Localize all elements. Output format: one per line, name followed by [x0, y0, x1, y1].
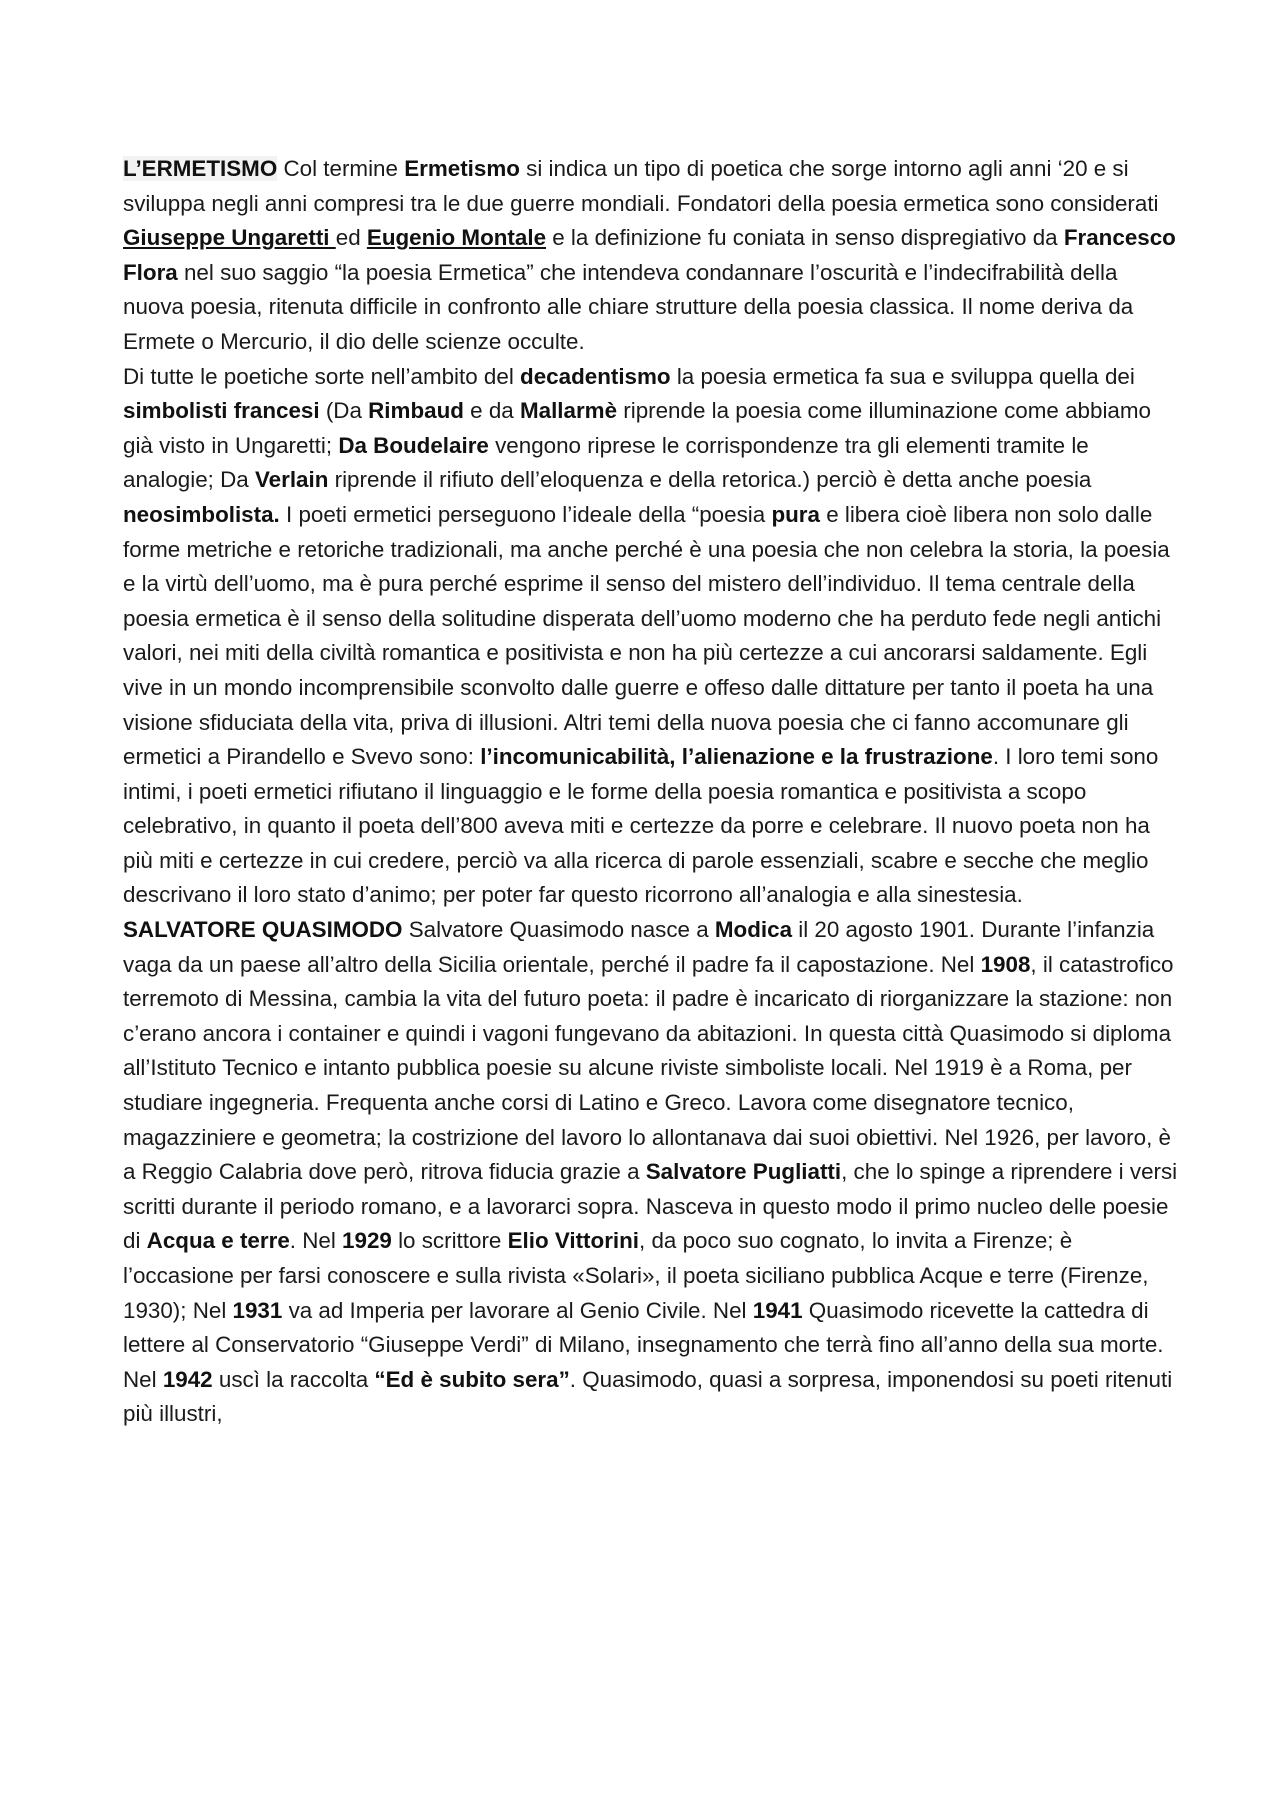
- text-run: Quasimodo ricevette la cattedra di lettere al Conservatorio “Giuseppe Verdi” di Milano, insegnamento che terrà fino all’anno della sua morte. Nel: [123, 1297, 1164, 1392]
- text-run: il 20 agosto 1901. Durante l’infanzia vaga da un paese all’altro della Sicilia orientale, perché il padre fa il capostazione. Nel: [123, 917, 1155, 977]
- bold-term: l’incomunicabilità, l’alienazione e la frustrazione: [480, 744, 993, 770]
- text-run: Salvatore Quasimodo nasce a: [402, 917, 715, 943]
- text-run: riprende la poesia come illuminazione come abbiamo già visto in Ungaretti;: [123, 398, 1151, 458]
- text-run: e da: [463, 398, 520, 424]
- text-run: e la definizione fu coniata in senso dispregiativo da: [546, 225, 1064, 251]
- text-run: ed: [335, 225, 367, 251]
- text-run: va ad Imperia per lavorare al Genio Civile. Nel: [282, 1297, 753, 1323]
- text-run: , che lo spinge a riprendere i versi scritti durante il periodo romano, e a lavorarci sopra. Nasceva in questo modo il primo nucleo delle poesie di: [123, 1159, 1178, 1254]
- text-run: nel suo saggio “la poesia Ermetica” che intendeva condannare l’oscurità e l’indecifrabilità della nuova poesia, ritenuta difficile in confronto alle chiare strutture della poesia classica. Il nome deriva da Ermete o Mercurio, il dio delle scienze occulte.: [123, 259, 1134, 354]
- text-run: . Nel: [289, 1228, 343, 1254]
- bold-term: Francesco Flora: [123, 225, 1176, 285]
- document-page: [123, 152, 1183, 1432]
- text-run: (Da: [319, 398, 369, 424]
- bold-term: neosimbolista.: [123, 501, 280, 527]
- bold-term: pura: [771, 501, 820, 527]
- text-run: e libera cioè libera non solo dalle forme metriche e retoriche tradizionali, ma anche perché è una poesia che non celebra la storia, la poesia e la virtù dell’uomo, ma è pura perché esprime il senso del mistero dell’individuo. Il tema centrale della poesia ermetica è il senso della solitudine disperata dell’uomo moderno che ha perduto fede negli antichi valori, nei miti della civiltà romantica e positivista e non ha più certezze a cui ancorarsi saldamente. Egli vive in un mondo incomprensibile sconvolto dalle guerre e offeso dalle dittature per tanto il poeta ha una visione sfiduciata della vita, priva di illusioni. Altri temi della nuova poesia che ci fanno accomunare gli ermetici a Pirandello e Svevo sono:: [123, 501, 1170, 770]
- paragraph-ermetismo: [123, 152, 1183, 360]
- text-run: si indica un tipo di poetica che sorge intorno agli anni ‘20 e si sviluppa negli anni compresi tra le due guerre mondiali. Fondatori della poesia ermetica sono considerati: [123, 156, 1159, 216]
- bold-term: 1908: [980, 951, 1031, 977]
- underlined-term: Eugenio Montale: [366, 225, 547, 251]
- text-run: la poesia ermetica fa sua e sviluppa quella dei: [670, 363, 1135, 389]
- bold-term: Verlain: [254, 467, 329, 493]
- bold-term: [123, 225, 336, 250]
- bold-term: Modica: [714, 917, 793, 943]
- bold-term: SALVATORE QUASIMODO: [123, 917, 403, 943]
- bold-term: Mallarmè: [519, 398, 618, 424]
- bold-term: [367, 225, 546, 250]
- text-run: . Quasimodo, quasi a sorpresa, imponendosi su poeti ritenuti più illustri,: [123, 1366, 1173, 1427]
- text-run: vengono riprese le corrispondenze tra gli elementi tramite le analogie; Da: [123, 432, 1089, 493]
- text-run: , da poco suo cognato, lo invita a Firenze; è l’occasione per farsi conoscere e sulla rivista «Solari», il poeta siciliano pubblica Acque e terre (Firenze, 1930); Nel: [123, 1228, 1149, 1323]
- bold-term: Acqua e terre: [146, 1228, 290, 1254]
- bold-term: 1929: [342, 1228, 392, 1254]
- bold-term: 1941: [752, 1297, 803, 1323]
- text-run: . I loro temi sono intimi, i poeti ermetici rifiutano il linguaggio e le forme della poesia romantica e positivista a scopo celebrativo, in quanto il poeta dell’800 aveva miti e certezze da porre e celebrare. Il nuovo poeta non ha più miti e certezze in cui credere, perciò va alla ricerca di parole essenziali, scabre e secche che meglio descrivano il loro stato d’animo; per poter far questo ricorrono all’analogia e alla sinestesia.: [123, 744, 1159, 908]
- bold-term: Da Boudelaire: [338, 432, 489, 458]
- text-run: Di tutte le poetiche sorte nell’ambito del: [123, 363, 521, 389]
- bold-term: decadentismo: [520, 363, 671, 389]
- section-heading: L’ERMETISMO: [123, 156, 278, 181]
- bold-term: 1931: [232, 1297, 283, 1323]
- text-run: I poeti ermetici perseguono l’ideale della “poesia: [279, 501, 772, 527]
- text-run: riprende il rifiuto dell’eloquenza e della retorica.) perciò è detta anche poesia: [328, 467, 1092, 493]
- paragraph-quasimodo: [123, 913, 1183, 1432]
- bold-term: Elio Vittorini: [507, 1228, 640, 1254]
- text-run: Col termine: [277, 156, 405, 181]
- bold-term: “Ed è subito sera”: [374, 1366, 570, 1392]
- text-run: uscì la raccolta: [212, 1366, 375, 1392]
- underlined-term: Giuseppe Ungaretti: [123, 225, 336, 251]
- text-run: , il catastrofico terremoto di Messina, cambia la vita del futuro poeta: il padre è incaricato di riorganizzare la stazione: non c’erano ancora i container e quindi i vagoni fungevano da abitazioni. In questa città Quasimodo si diploma all’Istituto Tecnico e intanto pubblica poesie su alcune riviste simboliste locali. Nel 1919 è a Roma, per studiare ingegneria. Frequenta anche corsi di Latino e Greco. Lavora come disegnatore tecnico, magazziniere e geometra; la costrizione del lavoro lo allontanava dai suoi obiettivi. Nel 1926, per lavoro, è a Reggio Calabria dove però, ritrova fiducia grazie a: [123, 951, 1174, 1185]
- bold-term: Rimbaud: [368, 398, 464, 424]
- bold-term: 1942: [162, 1366, 213, 1392]
- bold-term: simbolisti francesi: [123, 398, 320, 424]
- bold-term: Salvatore Pugliatti: [645, 1159, 842, 1185]
- text-run: lo scrittore: [391, 1228, 508, 1254]
- bold-term: Ermetismo: [404, 156, 520, 181]
- paragraph-decadentismo: [123, 360, 1183, 914]
